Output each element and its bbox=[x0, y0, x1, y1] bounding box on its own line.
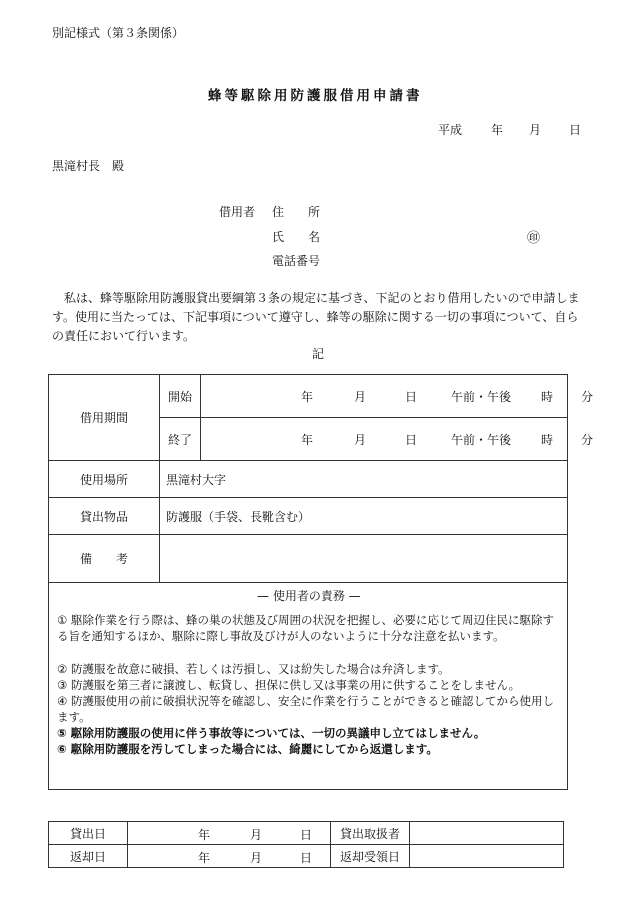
ki-mark: 記 bbox=[312, 347, 325, 361]
lending-record-table bbox=[48, 821, 564, 868]
start-day: 日 bbox=[405, 390, 418, 404]
place-value: 黒滝村大字 bbox=[160, 461, 568, 498]
date-year: 年 bbox=[491, 123, 504, 137]
lend-month: 月 bbox=[250, 828, 263, 842]
lend-handler-label: 貸出取扱者 bbox=[331, 822, 410, 845]
lend-date-label: 貸出日 bbox=[49, 822, 128, 845]
end-datetime bbox=[201, 418, 594, 461]
lend-handler-field[interactable] bbox=[410, 822, 564, 845]
return-receiver-label: 返却受領日 bbox=[331, 845, 410, 868]
end-year: 年 bbox=[301, 433, 314, 447]
duty-item-4: ④ 防護服使用の前に破損状況等を確認し、安全に作業を行うことができると確認してから使用します。 bbox=[57, 694, 554, 724]
start-datetime bbox=[201, 375, 594, 418]
remarks-label: 備 考 bbox=[49, 535, 160, 583]
address-label: 住 所 bbox=[272, 205, 321, 219]
end-month: 月 bbox=[354, 433, 367, 447]
user-duties-box bbox=[48, 581, 568, 790]
end-label: 終了 bbox=[160, 418, 201, 461]
remarks-field[interactable] bbox=[160, 535, 568, 583]
seal-mark: ㊞ bbox=[527, 231, 541, 246]
end-day: 日 bbox=[405, 433, 418, 447]
return-date-value[interactable] bbox=[128, 845, 331, 868]
date-era: 平成 bbox=[438, 123, 463, 137]
period-label: 借用期間 bbox=[49, 375, 160, 461]
phone-label: 電話番号 bbox=[272, 254, 321, 268]
start-year: 年 bbox=[301, 390, 314, 404]
declaration-text: 私は、蜂等駆除用防護服貸出要綱第３条の規定に基づき、下記のとおり借用したいので申請します。使用に当たっては、下記事項について遵守し、蜂等の駆除に関する一切の事項について、自らの責任において行います。 bbox=[52, 291, 580, 343]
return-date-label: 返却日 bbox=[49, 845, 128, 868]
lend-date-value[interactable] bbox=[128, 822, 331, 845]
start-minute: 分 bbox=[581, 390, 594, 404]
duty-item-3: ③ 防護服を第三者に譲渡し、転貸し、担保に供し又は事業の用に供することをしません。 bbox=[57, 678, 521, 692]
items-label: 貸出物品 bbox=[49, 498, 160, 535]
lend-year: 年 bbox=[198, 828, 211, 842]
place-label: 使用場所 bbox=[49, 461, 160, 498]
date-month: 月 bbox=[529, 123, 542, 137]
name-label: 氏 名 bbox=[272, 230, 321, 244]
applicant-heading: 借用者 bbox=[219, 205, 256, 219]
duty-item-2: ② 防護服を故意に破損、若しくは汚損し、又は紛失した場合は弁済します。 bbox=[57, 662, 450, 676]
application-table bbox=[48, 374, 594, 583]
duty-item-1: ① 駆除作業を行う際は、蜂の巣の状態及び周囲の状況を把握し、必要に応じて周辺住民に駆除する旨を通知するほか、駆除に際し事故及びけが人のないように十分な注意を払います。 bbox=[57, 613, 554, 643]
end-hour: 時 bbox=[541, 433, 554, 447]
lend-day: 日 bbox=[300, 828, 313, 842]
duties-heading: — 使用者の責務 — bbox=[257, 589, 361, 603]
page-title: 蜂等駆除用防護服借用申請書 bbox=[208, 88, 423, 104]
addressee: 黒滝村長 殿 bbox=[52, 159, 125, 173]
return-month: 月 bbox=[250, 851, 263, 865]
form-reference: 別記様式（第３条関係） bbox=[52, 26, 185, 40]
start-month: 月 bbox=[354, 390, 367, 404]
start-label: 開始 bbox=[160, 375, 201, 418]
start-hour: 時 bbox=[541, 390, 554, 404]
return-receiver-field[interactable] bbox=[410, 845, 564, 868]
end-ampm: 午前・午後 bbox=[451, 433, 512, 447]
return-day: 日 bbox=[300, 851, 313, 865]
return-year: 年 bbox=[198, 851, 211, 865]
date-day: 日 bbox=[569, 123, 582, 137]
items-value: 防護服（手袋、長靴含む） bbox=[160, 498, 568, 535]
end-minute: 分 bbox=[581, 433, 594, 447]
duty-item-6: ⑥ 駆除用防護服を汚してしまった場合には、綺麗にしてから返還します。 bbox=[57, 742, 438, 756]
duty-item-5: ⑤ 駆除用防護服の使用に伴う事故等については、一切の異議申し立てはしません。 bbox=[57, 726, 486, 740]
start-ampm: 午前・午後 bbox=[451, 390, 512, 404]
